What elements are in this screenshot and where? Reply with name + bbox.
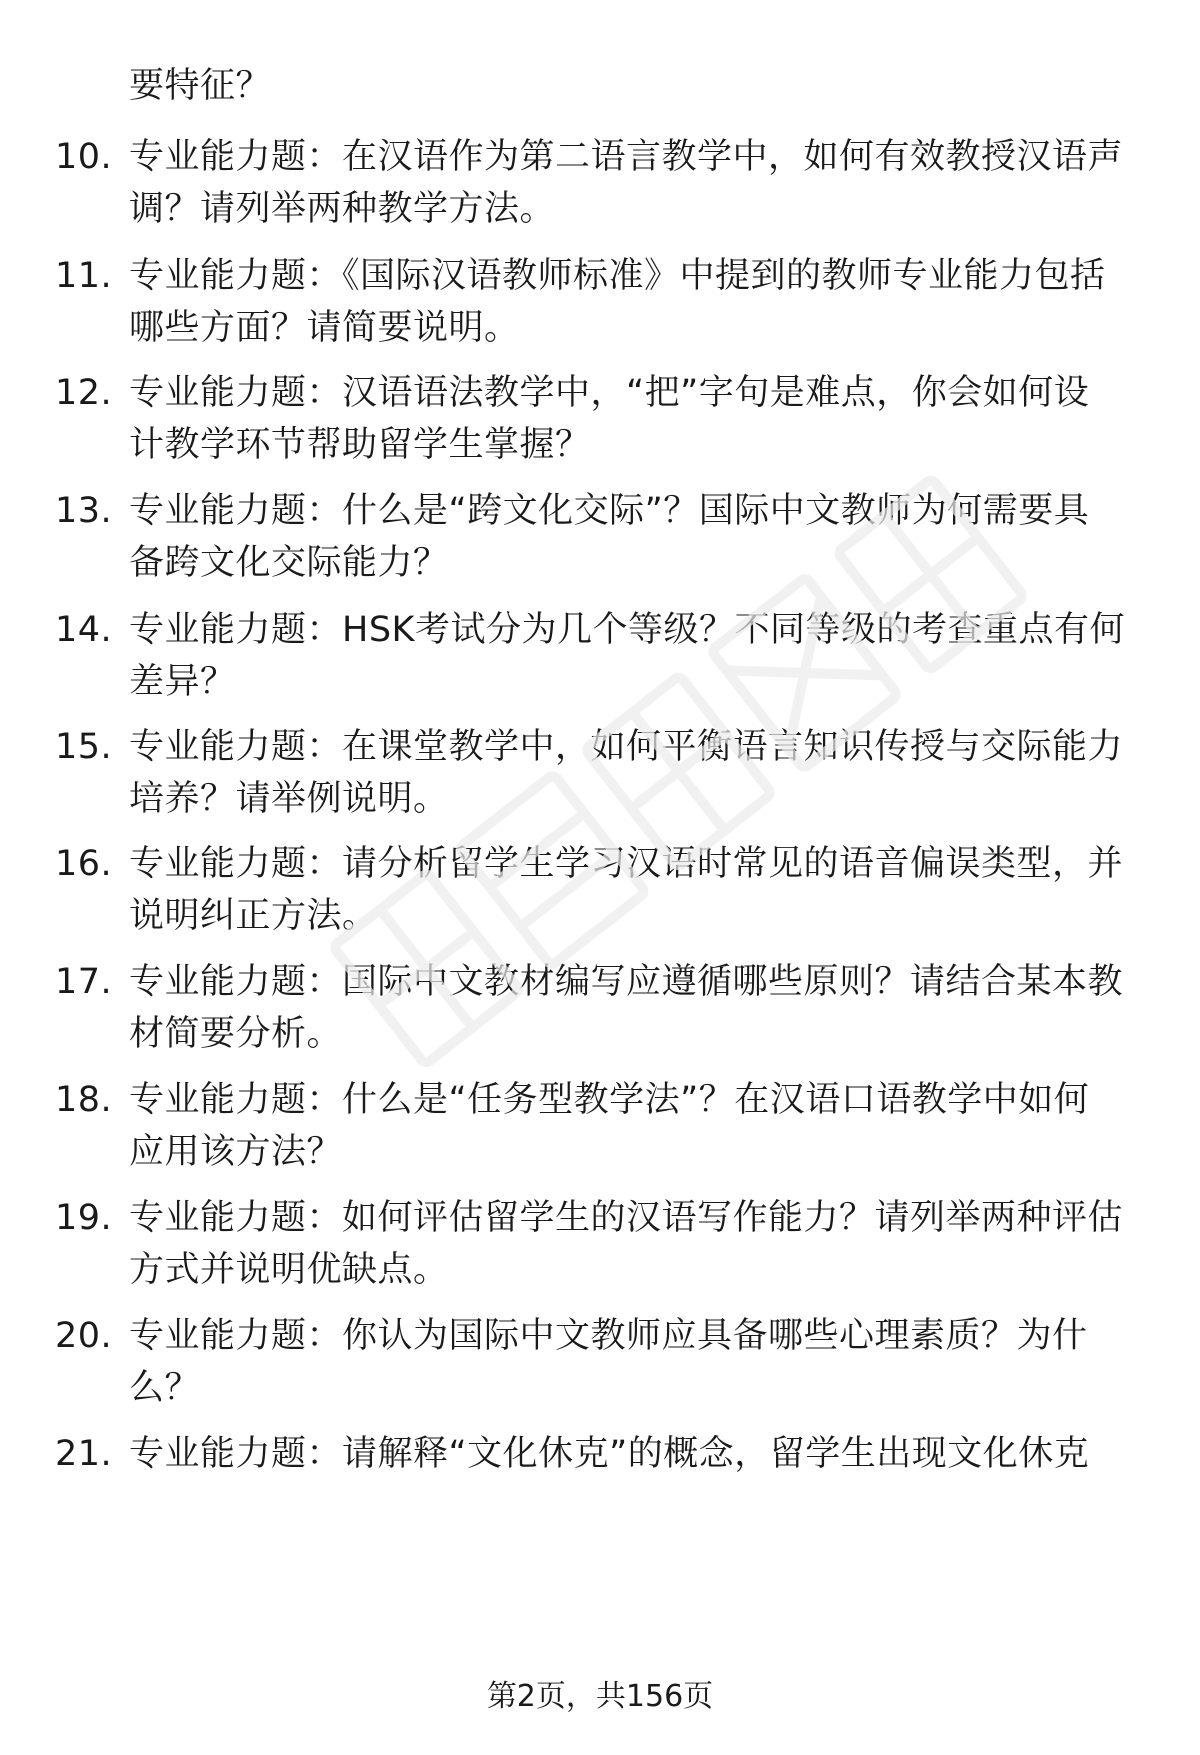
question-line: 专业能力题：如何评估留学生的汉语写作能力？请列举两种评估 bbox=[129, 1198, 1124, 1238]
question-line: 培养？请举例说明。 bbox=[129, 779, 449, 819]
question-line: 方式并说明优缺点。 bbox=[129, 1250, 449, 1290]
question-line: 差异？ bbox=[129, 662, 236, 702]
question-number: 12. bbox=[55, 373, 113, 413]
question-line: 专业能力题：请解释“文化休克”的概念，留学生出现文化休克 bbox=[129, 1434, 1090, 1474]
question-number: 17. bbox=[55, 962, 113, 1002]
question-line: 专业能力题：国际中文教材编写应遵循哪些原则？请结合某本教 bbox=[129, 962, 1124, 1002]
question-text bbox=[129, 250, 1139, 354]
question-text bbox=[129, 1192, 1139, 1296]
question-line: 专业能力题：什么是“任务型教学法”？在汉语口语教学中如何 bbox=[129, 1080, 1090, 1120]
question-text bbox=[129, 956, 1139, 1060]
page-footer: 第2页，共156页 bbox=[486, 1679, 714, 1714]
question-number: 13. bbox=[55, 491, 113, 531]
question-text bbox=[129, 1074, 1139, 1178]
question-line: 专业能力题：《国际汉语教师标准》中提到的教师专业能力包括 bbox=[129, 256, 1106, 296]
question-line: 么？ bbox=[129, 1368, 201, 1408]
question-text bbox=[129, 721, 1139, 825]
question-number: 21. bbox=[55, 1434, 113, 1474]
question-number: 19. bbox=[55, 1198, 113, 1238]
question-text bbox=[129, 131, 1139, 235]
question-line: 材简要分析。 bbox=[129, 1014, 343, 1054]
question-line: 专业能力题：请分析留学生学习汉语时常见的语音偏误类型，并 bbox=[129, 844, 1124, 884]
question-line: 专业能力题：HSK考试分为几个等级？不同等级的考查重点有何 bbox=[129, 610, 1125, 650]
continued-question-text: 要特征？ bbox=[129, 66, 272, 106]
question-number: 15. bbox=[55, 727, 113, 767]
question-text bbox=[129, 604, 1139, 708]
question-line: 应用该方法？ bbox=[129, 1132, 343, 1172]
question-text bbox=[129, 1310, 1139, 1414]
question-line: 说明纠正方法。 bbox=[129, 896, 378, 936]
question-number: 18. bbox=[55, 1080, 113, 1120]
question-number: 10. bbox=[55, 137, 113, 177]
question-text bbox=[129, 838, 1139, 942]
question-text bbox=[129, 1428, 1139, 1480]
question-number: 14. bbox=[55, 610, 113, 650]
question-text bbox=[129, 367, 1139, 471]
question-line: 专业能力题：你认为国际中文教师应具备哪些心理素质？为什 bbox=[129, 1316, 1088, 1356]
question-number: 11. bbox=[55, 256, 113, 296]
question-line: 计教学环节帮助留学生掌握？ bbox=[129, 425, 591, 465]
question-line: 专业能力题：汉语语法教学中，“把”字句是难点，你会如何设 bbox=[129, 373, 1090, 413]
question-line: 专业能力题：在课堂教学中，如何平衡语言知识传授与交际能力 bbox=[129, 727, 1124, 767]
question-line: 专业能力题：在汉语作为第二语言教学中，如何有效教授汉语声 bbox=[129, 137, 1124, 177]
question-line: 调？请列举两种教学方法。 bbox=[129, 189, 556, 229]
question-line: 专业能力题：什么是“跨文化交际”？国际中文教师为何需要具 bbox=[129, 491, 1090, 531]
question-line: 备跨文化交际能力？ bbox=[129, 543, 449, 583]
question-number: 20. bbox=[55, 1316, 113, 1356]
question-number: 16. bbox=[55, 844, 113, 884]
question-text bbox=[129, 485, 1139, 589]
question-line: 哪些方面？请简要说明。 bbox=[129, 308, 520, 348]
